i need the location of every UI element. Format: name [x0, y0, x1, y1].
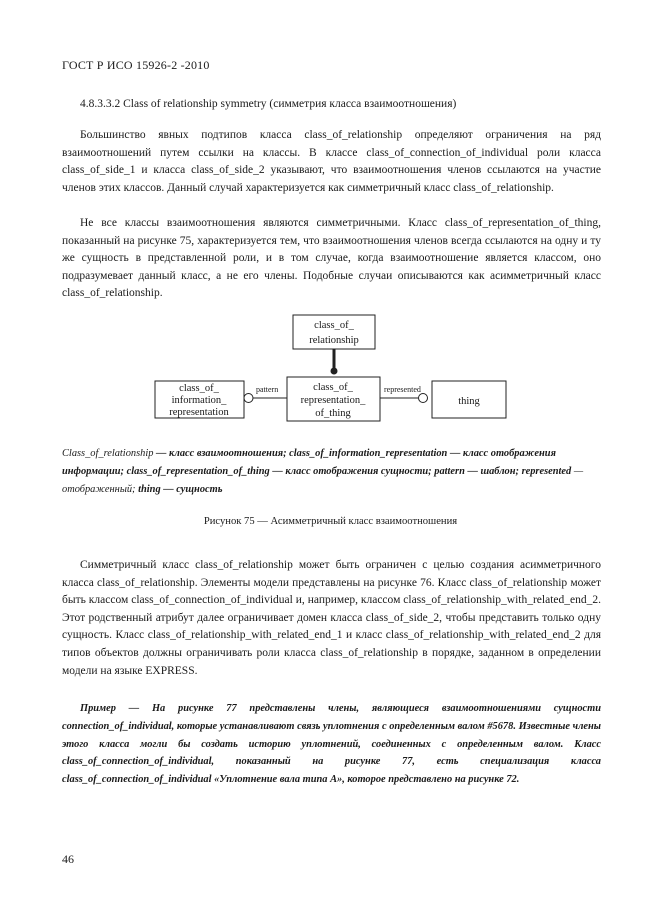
legend-def-3: — класс отображения сущности; — [269, 466, 435, 477]
legend-term-6: thing — [138, 484, 161, 495]
legend-def-6: — сущность — [160, 484, 223, 495]
box-left-line-2: information_ — [171, 395, 227, 406]
legend-term-5: represented — [521, 466, 572, 477]
pattern-label: pattern — [256, 385, 279, 394]
box-left-line-3: representation — [169, 407, 229, 418]
pattern-circle — [244, 394, 253, 403]
legend-term-1: Class_of_relationship — [62, 448, 154, 459]
box-left-line-1: class_of_ — [179, 383, 219, 394]
document-header: ГОСТ Р ИСО 15926-2 -2010 — [62, 58, 210, 72]
box-top-line-1: class_of_ — [314, 320, 354, 331]
subtype-dot — [331, 368, 338, 375]
figure-75-diagram — [0, 0, 661, 440]
legend-def-5: — отображенный; — [62, 466, 584, 495]
legend-def-2: — класс отображения информации; — [62, 448, 556, 477]
represented-label: represented — [384, 385, 421, 394]
paragraph-2: Не все классы взаимоотношения являются симметричными. Класс class_of_representation_of_thing, показанный на рисунке 75, характеризуется тем, что взаимоотношения членов всегда ссылаются на одну и ту же сущность в представленной роли, и в том случае, когда взаимоотношение является классом, оно подразумевает данный класс, а не его члены. Подобные случаи описываются как асимметричный класс class_of_relationship. — [62, 217, 601, 300]
represented-circle — [419, 394, 428, 403]
figure-legend — [62, 445, 601, 499]
example-note: Пример — На рисунке 77 представлены члены, являющиеся взаимоотношениями сущности connection_of_individual, которые устанавливают связь уплотнения с определенным валом #5678. Известные члены этого класса могли бы создать историю уплотнений, соединенных с определенным валом. Класс class_of_connection_of_individual, показанный на рисунке 77, есть специализация класса class_of_connection_of_individual «Уплотнение вала типа А», которое представлено на рисунке 72. — [62, 703, 601, 786]
box-center-line-1: class_of_ — [313, 382, 353, 393]
legend-term-4: pattern — [434, 466, 465, 477]
legend-term-3: class_of_representation_of_thing — [126, 466, 270, 477]
legend-def-1: — класс взаимоотношения; — [153, 448, 290, 459]
paragraph-3: Симметричный класс class_of_relationship может быть ограничен с целью создания асимметричного класса class_of_relationship. Элементы модели представлены на рисунке 76. Класс class_of_relationship может быть классом class_of_connection_of_individual и, например, классом class_of_relationship_with_related_end_2. Этот родственный атрибут далее ограничивает домен класса class_of_side_2, чтобы представить только одну сущность. Класс class_of_relationship_with_related_end_1 и класс class_of_relationship_with_related_end_2 для типов объектов должны ограничивать роли класса class_of_relationship в порядке, заданном в определении модели на языке EXPRESS. — [62, 559, 601, 677]
section-title: 4.8.3.3.2 Class of relationship symmetry (симметрия класса взаимоотношения) — [80, 98, 457, 110]
legend-term-2: class_of_information_representation — [289, 448, 448, 459]
legend-def-4: — шаблон; — [464, 466, 522, 477]
page-number: 46 — [62, 852, 74, 866]
box-top-line-2: relationship — [309, 335, 359, 346]
box-center-line-3: of_thing — [315, 408, 351, 419]
paragraph-1: Большинство явных подтипов класса class_of_relationship определяют ограничения на ряд взаимоотношений путем ссылки на классы. В классе class_of_connection_of_individual роли класса class_of_side_1 и класса class_of_side_2 указывают, что взаимоотношения членов ссылаются на участие членов этих классов. Данный случай характеризуется как симметричный класс class_of_relationship. — [62, 129, 601, 194]
box-right-label: thing — [458, 396, 480, 407]
figure-caption: Рисунок 75 — Асимметричный класс взаимоотношения — [203, 516, 458, 527]
box-center-line-2: representation_ — [300, 395, 366, 406]
